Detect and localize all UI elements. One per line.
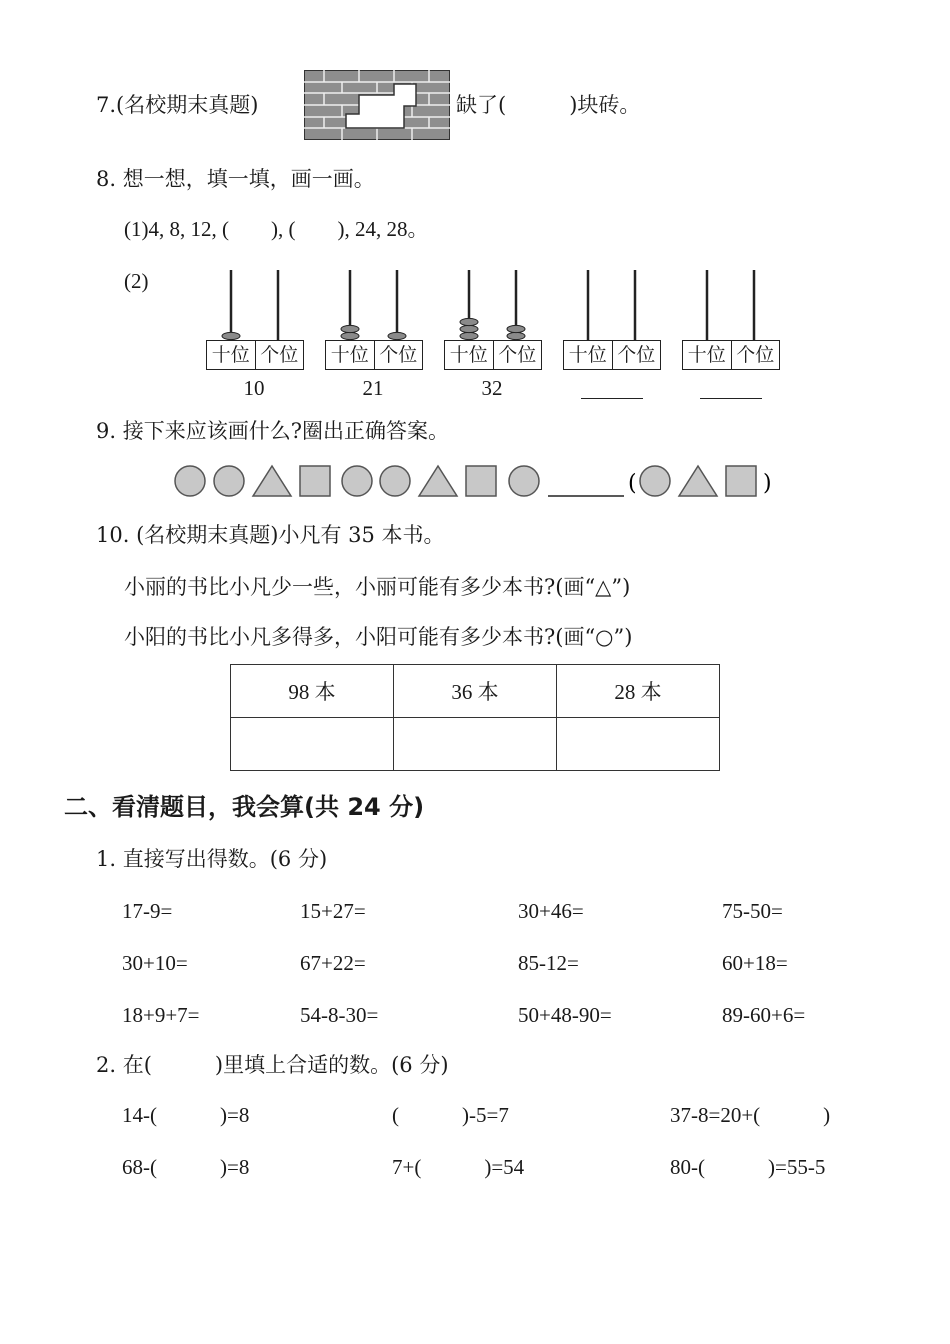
abacus-bead	[460, 318, 478, 325]
calc1-problem[interactable]: 30+46=	[518, 899, 584, 923]
q10-title: 10. (名校期末真题)小凡有 35 本书。	[96, 523, 445, 547]
tens-label: 十位	[683, 341, 732, 369]
calc1-problem[interactable]: 30+10=	[122, 951, 188, 975]
calc2-problem[interactable]: 68-( )=8	[122, 1155, 250, 1179]
books-table	[230, 664, 720, 771]
abacus-answer-blank[interactable]	[581, 396, 643, 399]
q10-line2: 小阳的书比小凡多得多，小阳可能有多少本书?(画“○”)	[124, 625, 633, 649]
calc1-problem[interactable]: 75-50=	[722, 899, 783, 923]
calc1-problem[interactable]: 15+27=	[300, 899, 366, 923]
abacus-value: 10	[243, 376, 265, 400]
place-value-box	[206, 340, 304, 370]
place-value-box	[325, 340, 423, 370]
open-paren: (	[628, 471, 637, 496]
abacus-bead	[222, 332, 240, 339]
abacus-value: 32	[481, 376, 503, 400]
tens-label: 十位	[207, 341, 256, 369]
answer-cell[interactable]	[231, 718, 394, 771]
circle-shape	[214, 466, 244, 496]
table-row	[231, 718, 720, 771]
abacus-answer-blank[interactable]	[700, 396, 762, 399]
calc1-problem[interactable]: 85-12=	[518, 951, 579, 975]
tens-label: 十位	[564, 341, 613, 369]
calc2-problem[interactable]: 80-( )=55-5	[670, 1155, 826, 1179]
calc1-problem[interactable]: 18+9+7=	[122, 1003, 200, 1027]
circle-shape	[342, 466, 372, 496]
option-triangle[interactable]	[679, 466, 717, 496]
table-header-cell: 98 本	[231, 665, 394, 718]
tens-label: 十位	[445, 341, 494, 369]
close-paren: )	[763, 471, 772, 496]
option-square[interactable]	[726, 466, 756, 496]
q7-number: 7.	[96, 93, 117, 117]
abacus-value: 21	[362, 376, 384, 400]
abacus-bead	[341, 325, 359, 332]
answer-cell[interactable]	[557, 718, 720, 771]
abacus-bead	[507, 325, 525, 332]
calc1-problem[interactable]: 50+48-90=	[518, 1003, 612, 1027]
abacus-bead	[507, 332, 525, 339]
place-value-box	[444, 340, 542, 370]
triangle-shape	[253, 466, 291, 496]
abacus-bead	[341, 332, 359, 339]
calc2-problem[interactable]: 37-8=20+( )	[670, 1103, 831, 1127]
table-header-cell: 28 本	[557, 665, 720, 718]
calc1-problem[interactable]: 17-9=	[122, 899, 173, 923]
abacus-bead	[460, 325, 478, 332]
ones-label: 个位	[736, 344, 775, 366]
calc1-problem[interactable]: 67+22=	[300, 951, 366, 975]
q7-line	[96, 90, 258, 120]
abacus-bead	[388, 332, 406, 339]
q10-line1: 小丽的书比小凡少一些，小丽可能有多少本书?(画“△”)	[124, 575, 631, 599]
circle-shape	[509, 466, 539, 496]
calc2-title: 2. 在( )里填上合适的数。(6 分)	[96, 1053, 449, 1077]
calc1-title: 1. 直接写出得数。(6 分)	[96, 847, 328, 871]
q7-question: 缺了( )块砖。	[456, 93, 641, 117]
calc2-problem[interactable]: 7+( )=54	[392, 1155, 525, 1179]
q8-title: 8. 想一想，填一填，画一画。	[96, 167, 375, 191]
calc2-problem[interactable]: 14-( )=8	[122, 1103, 250, 1127]
circle-shape	[175, 466, 205, 496]
square-shape	[300, 466, 330, 496]
answer-cell[interactable]	[394, 718, 557, 771]
abacus-bead	[460, 332, 478, 339]
q8-sub2-label: (2)	[124, 269, 149, 293]
place-value-box	[682, 340, 780, 370]
calc2-problem[interactable]: ( )-5=7	[392, 1103, 509, 1127]
calc1-problem[interactable]: 60+18=	[722, 951, 788, 975]
q7-source: (名校期末真题)	[116, 93, 259, 117]
section2-heading: 二、看清题目，我会算(共 24 分)	[64, 793, 425, 821]
q8-sequence: (1)4, 8, 12, ( ), ( ), 24, 28。	[124, 217, 429, 241]
option-circle[interactable]	[640, 466, 670, 496]
table-header-cell: 36 本	[394, 665, 557, 718]
table-row	[231, 665, 720, 718]
triangle-shape	[419, 466, 457, 496]
shape-sequence	[170, 460, 790, 502]
ones-label: 个位	[379, 344, 418, 366]
ones-label: 个位	[498, 344, 537, 366]
tens-label: 十位	[326, 341, 375, 369]
square-shape	[466, 466, 496, 496]
calc1-problem[interactable]: 54-8-30=	[300, 1003, 379, 1027]
ones-label: 个位	[260, 344, 299, 366]
q9-title: 9. 接下来应该画什么?圈出正确答案。	[96, 419, 449, 443]
brick-wall-image	[304, 70, 450, 140]
calc1-problem[interactable]: 89-60+6=	[722, 1003, 806, 1027]
ones-label: 个位	[617, 344, 656, 366]
place-value-box	[563, 340, 661, 370]
circle-shape	[380, 466, 410, 496]
